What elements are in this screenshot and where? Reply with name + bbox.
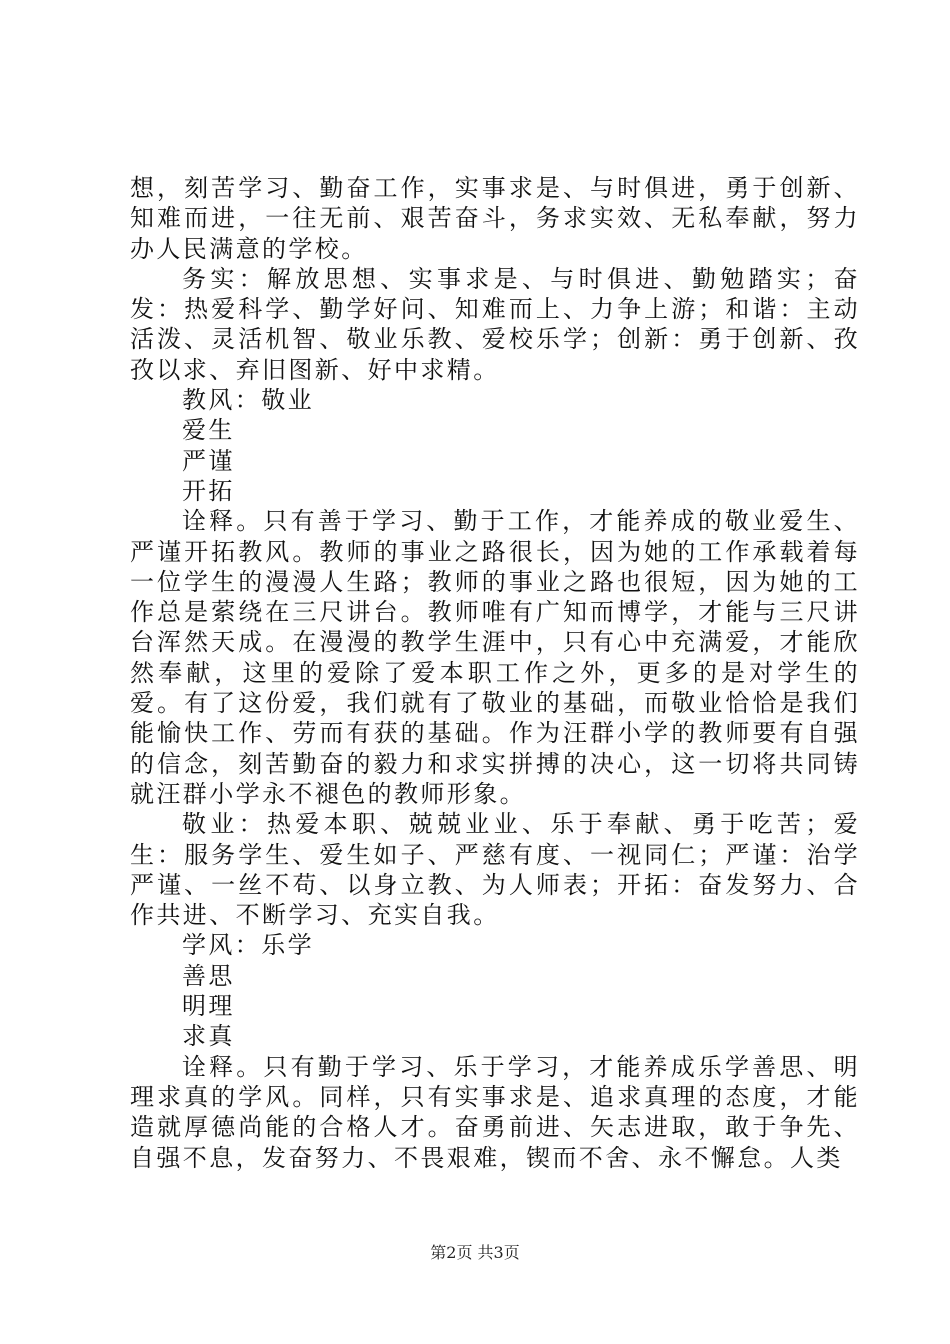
document-body (130, 173, 860, 1173)
paragraph: 诠释。只有善于学习、勤于工作，才能养成的敬业爱生、严谨开拓教风。教师的事业之路很长，因为她的工作承载着每一位学生的漫漫人生路；教师的事业之路也很短，因为她的工作总是萦绕在三尺讲台。教师唯有广知而博学，才能与三尺讲台浑然天成。在漫漫的教学生涯中，只有心中充满爱，才能欣然奉献，这里的爱除了爱本职工作之外，更多的是对学生的爱。有了这份爱，我们就有了敬业的基础，而敬业恰恰是我们能愉快工作、劳而有获的基础。作为汪群小学的教师要有自强的信念，刻苦勤奋的毅力和求实拼搏的决心，这一切将共同铸就汪群小学永不褪色的教师形象。 (130, 507, 860, 808)
paragraph: 开拓 (182, 476, 235, 505)
paragraph: 敬业：热爱本职、兢兢业业、乐于奉献、勇于吃苦；爱生：服务学生、爱生如子、严慈有度、一视同仁；严谨：治学严谨、一丝不苟、以身立教、为人师表；开拓：奋发努力、合作共进、不断学习、充实自我。 (130, 810, 860, 930)
section-heading-learning-style: 学风：乐学 (182, 931, 314, 960)
paragraph: 求真 (182, 1022, 235, 1051)
section-heading-teaching-style: 教风：敬业 (182, 386, 314, 415)
paragraph: 务实：解放思想、实事求是、与时俱进、勤勉踏实；奋发：热爱科学、勤学好问、知难而上、力争上游；和谐：主动活泼、灵活机智、敬业乐教、爱校乐学；创新：勇于创新、孜孜以求、弃旧图新、好中求精。 (130, 264, 860, 384)
paragraph: 想，刻苦学习、勤奋工作，实事求是、与时俱进，勇于创新、知难而进，一往无前、艰苦奋斗，务求实效、无私奉献，努力办人民满意的学校。 (130, 174, 860, 263)
paragraph: 明理 (182, 992, 235, 1021)
paragraph: 爱生 (182, 416, 235, 445)
paragraph: 善思 (182, 961, 235, 990)
paragraph: 诠释。只有勤于学习、乐于学习，才能养成乐学善思、明理求真的学风。同样，只有实事求是、追求真理的态度，才能造就厚德尚能的合格人才。奋勇前进、矢志进取，敢于争先、自强不息，发奋努力、不畏艰难，锲而不舍、永不懈怠。人类 (130, 1052, 860, 1172)
page-footer: 第2页 共3页 (430, 1243, 520, 1262)
paragraph: 严谨 (182, 446, 235, 475)
